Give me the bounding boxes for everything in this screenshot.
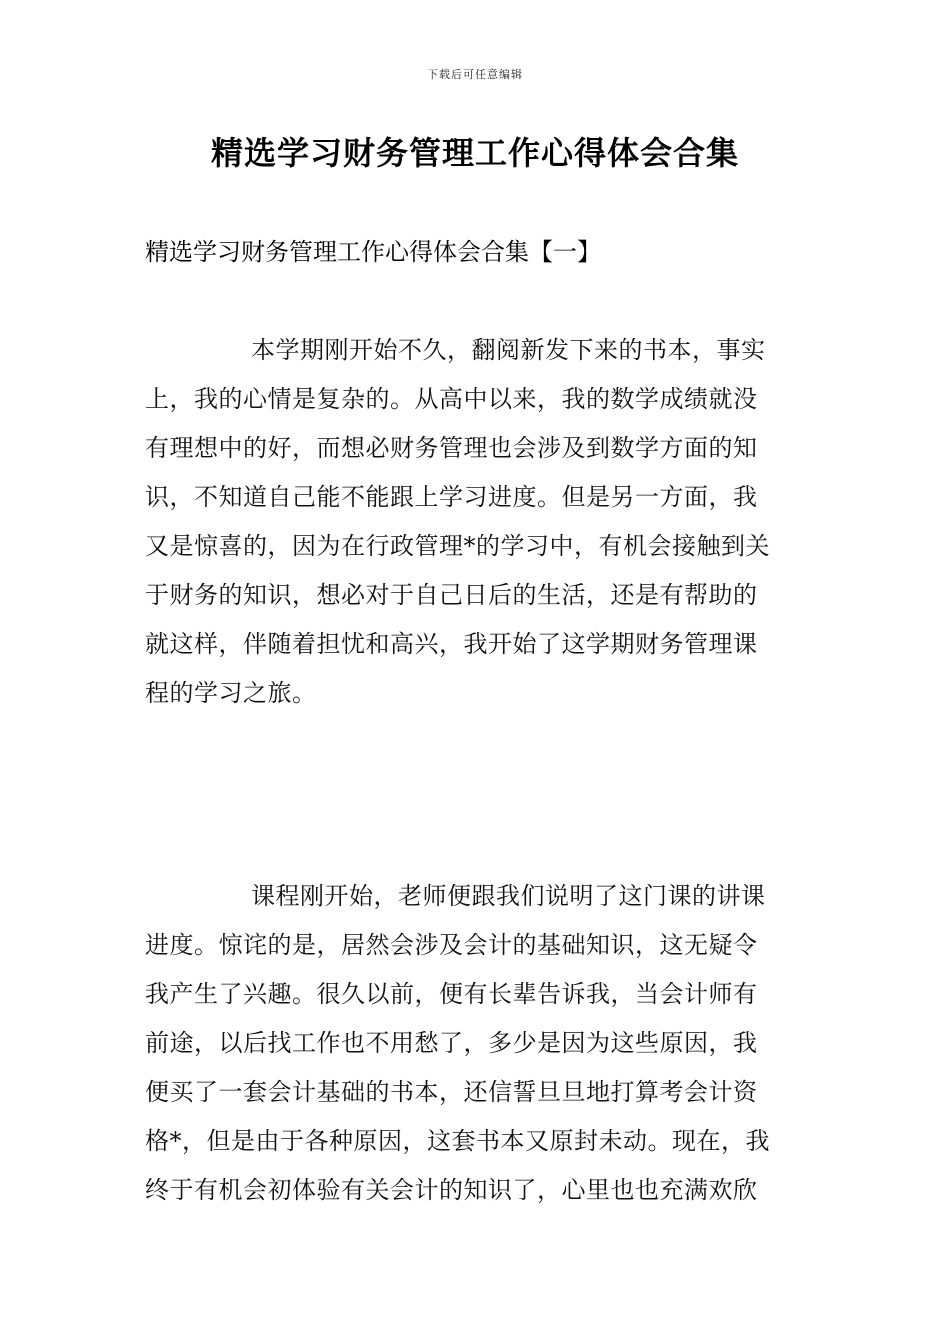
paragraph-line: 进度。惊诧的是，居然会涉及会计的基础知识，这无疑令 (145, 931, 758, 959)
section-heading: 精选学习财务管理工作心得体会合集【一】 (145, 238, 601, 266)
paragraph-1 (145, 326, 805, 718)
paragraph-line: 便买了一套会计基础的书本，还信誓旦旦地打算考会计资 (145, 1078, 758, 1106)
paragraph-line: 本学期刚开始不久，翻阅新发下来的书本，事实 (251, 336, 766, 364)
paragraph-line: 我产生了兴趣。很久以前，便有长辈告诉我，当会计师有 (145, 980, 758, 1008)
paragraph-line: 就这样，伴随着担忧和高兴，我开始了这学期财务管理课 (145, 630, 758, 658)
paragraph-line: 有理想中的好，而想必财务管理也会涉及到数学方面的知 (145, 434, 758, 462)
paragraph-line: 终于有机会初体验有关会计的知识了，心里也也充满欢欣 (145, 1176, 758, 1204)
paragraph-line: 又是惊喜的，因为在行政管理*的学习中，有机会接触到关 (145, 532, 770, 560)
paragraph-line: 上，我的心情是复杂的。从高中以来，我的数学成绩就没 (145, 385, 758, 413)
paragraph-line: 课程刚开始，老师便跟我们说明了这门课的讲课 (251, 882, 766, 910)
paragraph-line: 识，不知道自己能不能跟上学习进度。但是另一方面，我 (145, 483, 758, 511)
header-note: 下载后可任意编辑 (427, 68, 523, 81)
paragraph-2 (145, 872, 805, 1215)
document-title: 精选学习财务管理工作心得体会合集 (210, 134, 739, 172)
paragraph-line: 格*，但是由于各种原因，这套书本又原封未动。现在，我 (145, 1127, 770, 1155)
paragraph-line: 前途，以后找工作也不用愁了，多少是因为这些原因，我 (145, 1029, 758, 1057)
paragraph-line: 程的学习之旅。 (145, 679, 317, 707)
paragraph-line: 于财务的知识，想必对于自己日后的生活，还是有帮助的 (145, 581, 758, 609)
